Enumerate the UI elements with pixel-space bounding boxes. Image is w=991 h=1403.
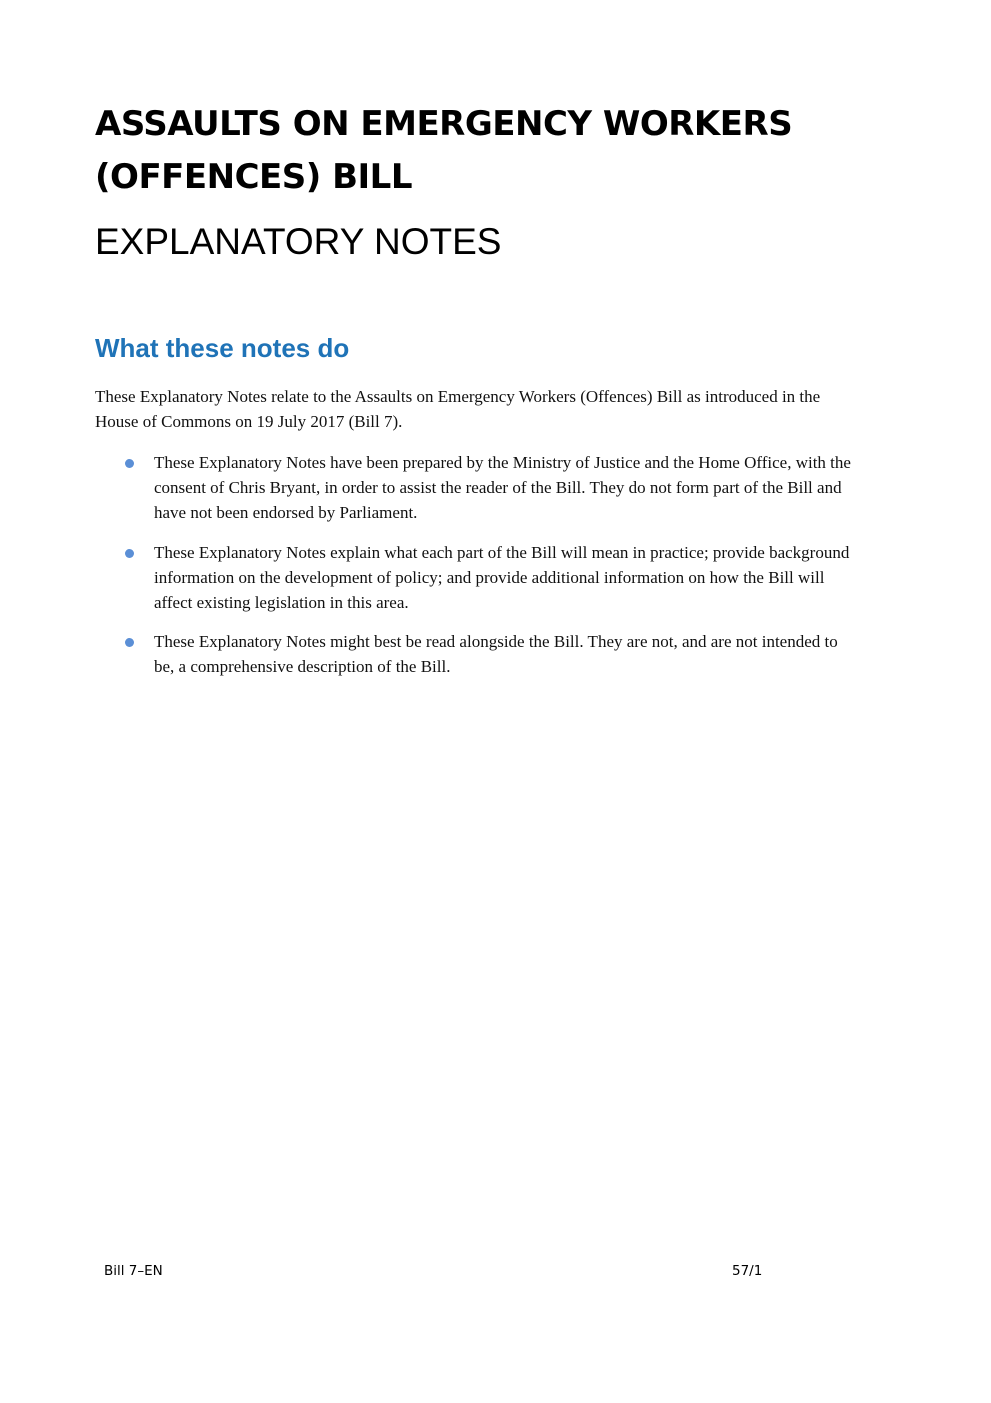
list-item-text: These Explanatory Notes explain what each part of the Bill will mean in practice; provide background information on the development of policy; and provide additional information on how the Bill will affect existing legislation in this area. [154, 542, 850, 613]
list-item [95, 540, 855, 616]
intro-paragraph: These Explanatory Notes relate to the Assaults on Emergency Workers (Offences) Bill as introduced in the House of Commons on 19 July 2017 (Bill 7). [95, 387, 821, 431]
list-item [95, 629, 855, 679]
list-item-text: These Explanatory Notes have been prepared by the Ministry of Justice and the Home Office, with the consent of Chris Bryant, in order to assist the reader of the Bill. They do not form part of the Bill and have not been endorsed by Parliament. [154, 453, 851, 523]
footer-bill-number: Bill 7–EN [104, 1263, 163, 1279]
list-item-text: These Explanatory Notes might best be read alongside the Bill. They are not, and are not intended to be, a comprehensive description of the Bill. [154, 632, 838, 677]
footer-page-code: 57/1 [732, 1263, 763, 1279]
document-title: ASSAULTS ON EMERGENCY WORKERS (OFFENCES) BILL [95, 104, 793, 197]
bullet-list [95, 450, 855, 694]
bullet-icon [125, 459, 134, 468]
list-item [95, 450, 855, 526]
document-subtitle: EXPLANATORY NOTES [95, 221, 502, 262]
bullet-icon [125, 549, 134, 558]
section-heading: What these notes do [95, 333, 350, 363]
bullet-icon [125, 638, 134, 647]
